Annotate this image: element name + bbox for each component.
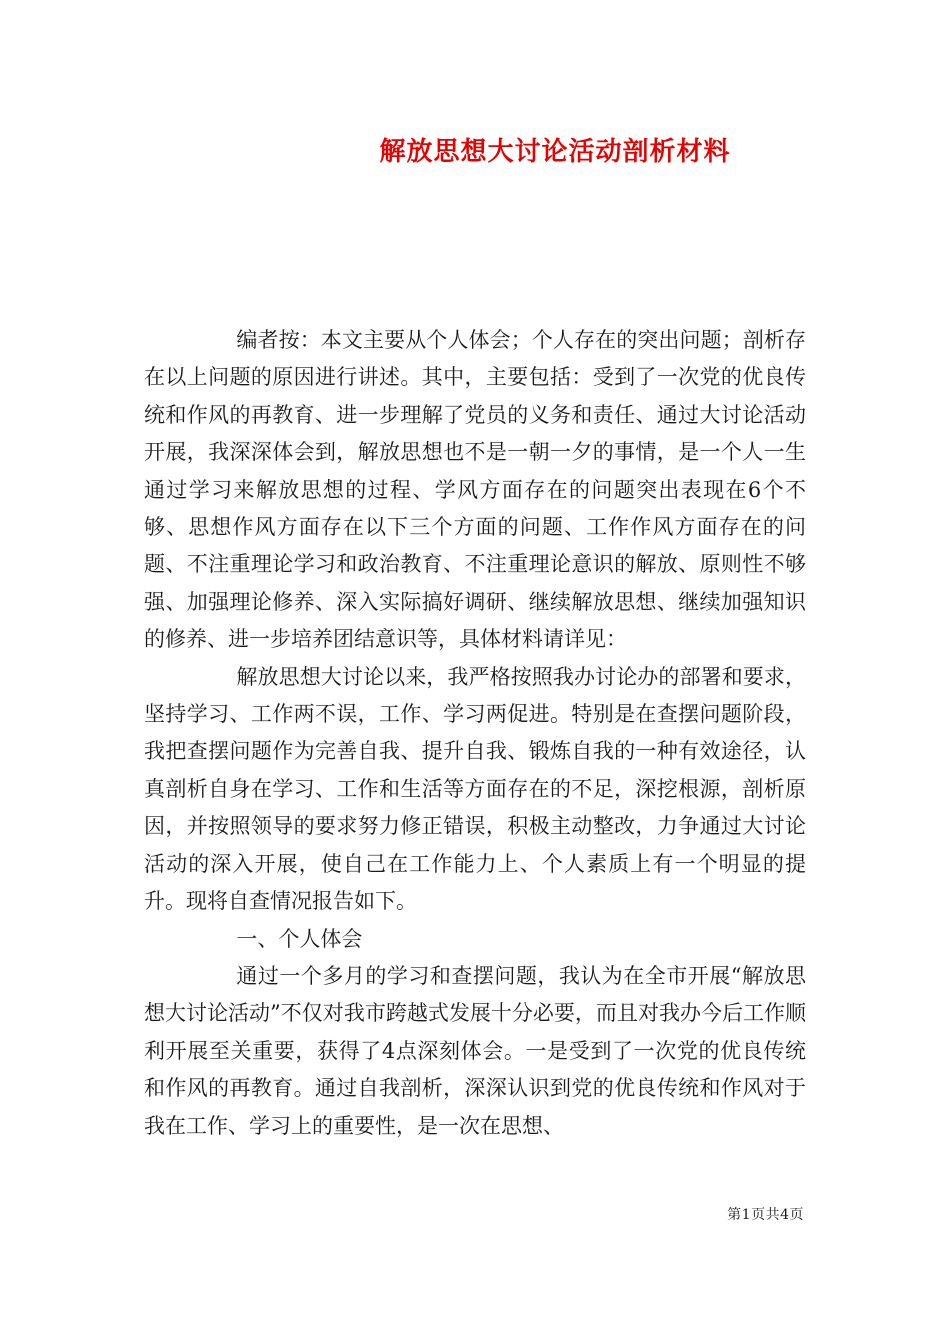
page-number: 第1页共4页	[727, 1207, 804, 1223]
section-heading: 一、个人体会	[236, 926, 363, 951]
intro-paragraph: 解放思想大讨论以来，我严格按照我办讨论办的部署和要求，坚持学习、工作两不误，工作、学习两促进。特别是在查摆问题阶段，我把查摆问题作为完善自我、提升自我、锻炼自我的一种有效途径，认真剖析自身在学习、工作和生活等方面存在的不足，深挖根源，剖析原因，并按照领导的要求努力修正错误，积极主动整改，力争通过大讨论活动的深入开展，使自己在工作能力上、个人素质上有一个明显的提升。现将自查情况报告如下。	[144, 664, 806, 914]
document-title: 解放思想大讨论活动剖析材料	[379, 137, 731, 167]
document-body	[144, 322, 806, 1145]
section-paragraph: 通过一个多月的学习和查摆问题，我认为在全市开展“解放思想大讨论活动”不仅对我市跨越式发展十分必要，而且对我办今后工作顺利开展至关重要，获得了4点深刻体会。一是受到了一次党的优良传统和作风的再教育。通过自我剖析，深深认识到党的优良传统和作风对于我在工作、学习上的重要性，是一次在思想、	[144, 963, 806, 1138]
editor-note-paragraph: 编者按：本文主要从个人体会；个人存在的突出问题；剖析存在以上问题的原因进行讲述。其中，主要包括：受到了一次党的优良传统和作风的再教育、进一步理解了党员的义务和责任、通过大讨论活动开展，我深深体会到，解放思想也不是一朝一夕的事情，是一个人一生通过学习来解放思想的过程、学风方面存在的问题突出表现在6个不够、思想作风方面存在以下三个方面的问题、工作作风方面存在的问题、不注重理论学习和政治教育、不注重理论意识的解放、原则性不够强、加强理论修养、深入实际搞好调研、继续解放思想、继续加强知识的修养、进一步培养团结意识等，具体材料请详见：	[144, 328, 806, 652]
